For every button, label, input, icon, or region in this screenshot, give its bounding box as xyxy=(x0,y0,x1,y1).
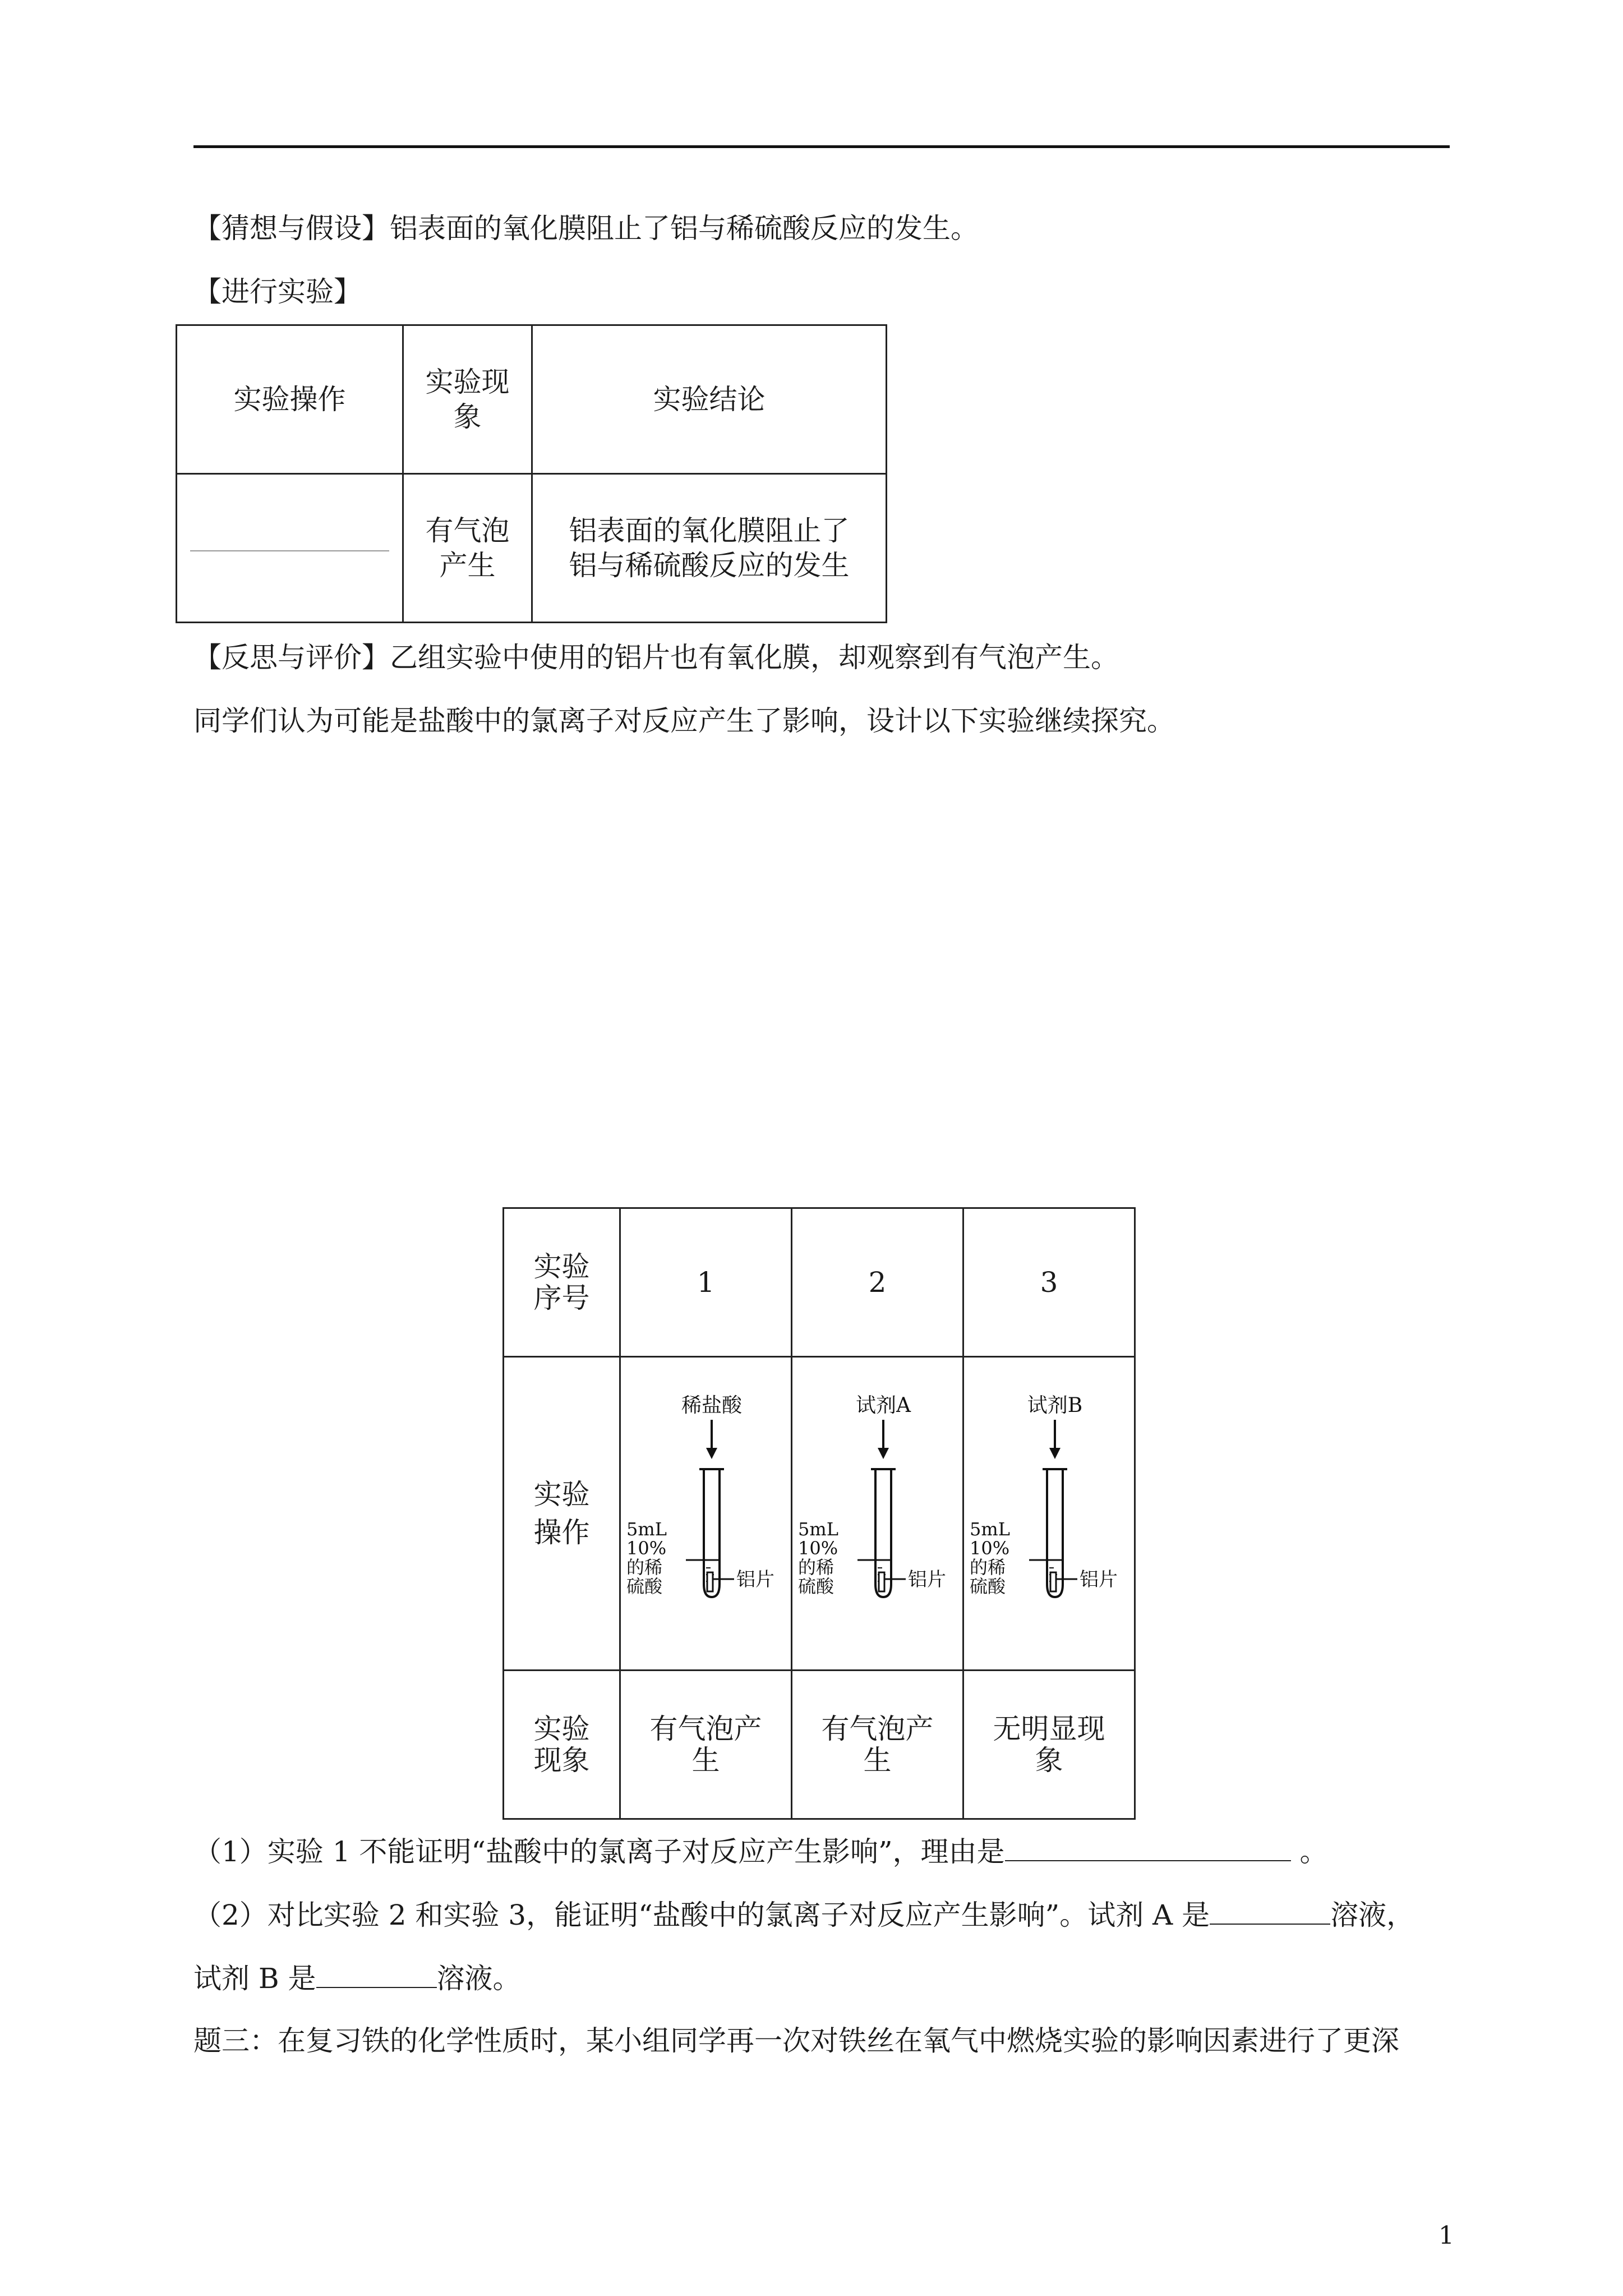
tube-content-label: 5mL xyxy=(626,1518,667,1540)
tube-content-label: 硫酸 xyxy=(626,1575,662,1597)
experiment-comparison-table xyxy=(502,1207,1136,1820)
tube-content-label: 的稀 xyxy=(969,1556,1006,1578)
question-2-text-end: 溶液， xyxy=(1330,1899,1415,1931)
aluminum-strip-icon xyxy=(1050,1572,1056,1591)
phenomenon-1 xyxy=(620,1671,792,1819)
row-label-operation-line2: 操作 xyxy=(533,1516,590,1549)
row-label-operation xyxy=(504,1357,620,1671)
conclusion-line2: 铝与稀硫酸反应的发生 xyxy=(569,549,850,582)
phenomenon-3-line1: 无明显现 xyxy=(993,1713,1105,1745)
question-3: 题三：在复习铁的化学性质时，某小组同学再一次对铁丝在氧气中燃烧实验的影响因素进行了更深 xyxy=(193,2024,1399,2057)
row-label-operation-line1: 实验 xyxy=(533,1478,590,1511)
tube-content-label: 5mL xyxy=(969,1518,1010,1540)
row-label-phenomenon-line1: 实验 xyxy=(533,1713,590,1745)
test-tube-illustration xyxy=(794,1379,962,1626)
reagent-label: 试剂B xyxy=(1027,1393,1082,1417)
hypothesis2-paragraph: 同学们认为可能是盐酸中的氯离子对反应产生了影响，设计以下实验继续探究。 xyxy=(193,705,1175,737)
strip-label: 铝片 xyxy=(907,1568,946,1591)
phenomenon-2 xyxy=(792,1671,963,1819)
conclusion-cell xyxy=(532,474,887,623)
hypothesis-paragraph: 【猜想与假设】铝表面的氧化膜阻止了铝与稀硫酸反应的发生。 xyxy=(193,212,979,245)
phenomenon-cell xyxy=(403,474,532,623)
tube-content-label: 硫酸 xyxy=(969,1575,1006,1597)
phenomenon-line2: 产生 xyxy=(439,549,496,582)
tube-content-label: 硫酸 xyxy=(797,1575,834,1597)
experiment-table xyxy=(176,324,887,623)
experiment-heading: 【进行实验】 xyxy=(193,275,362,308)
phenomenon-2-line2: 生 xyxy=(863,1744,892,1777)
row-label-sequence-line1: 实验 xyxy=(533,1250,590,1283)
header-operation: 实验操作 xyxy=(177,325,403,474)
phenomenon-line1: 有气泡 xyxy=(425,514,510,547)
question-1-text: （1）实验 1 不能证明“盐酸中的氯离子对反应产生影响”，理由是 xyxy=(193,1835,1005,1868)
number-3: 3 xyxy=(963,1208,1135,1357)
arrow-head-icon xyxy=(706,1448,717,1459)
reagent-label: 稀盐酸 xyxy=(681,1393,742,1417)
tube-content-label: 10% xyxy=(969,1537,1009,1559)
operation-cell-1 xyxy=(620,1357,792,1671)
reagent-b-suffix: 溶液。 xyxy=(436,1962,521,1995)
operation-cell-3 xyxy=(963,1357,1135,1671)
reagent-a-blank[interactable] xyxy=(1210,1898,1330,1925)
arrow-head-icon xyxy=(878,1448,889,1459)
aluminum-strip-icon xyxy=(707,1572,713,1591)
tube-content-label: 10% xyxy=(626,1537,666,1559)
test-tube-illustration xyxy=(622,1379,790,1626)
reflection-paragraph: 【反思与评价】乙组实验中使用的铝片也有氧化膜，却观察到有气泡产生。 xyxy=(193,641,1119,674)
aluminum-strip-icon xyxy=(879,1572,884,1591)
arrow-head-icon xyxy=(1049,1448,1061,1459)
operation-cell-2 xyxy=(792,1357,963,1671)
tube-content-label: 的稀 xyxy=(797,1556,834,1578)
row-label-sequence xyxy=(504,1208,620,1357)
operation-blank-cell[interactable] xyxy=(177,474,403,623)
page-number: 1 xyxy=(1438,2221,1454,2250)
phenomenon-1-line2: 生 xyxy=(691,1744,720,1777)
question-2 xyxy=(193,1898,1414,1932)
header-phenomenon xyxy=(403,325,532,474)
question-1-suffix: 。 xyxy=(1290,1835,1328,1868)
phenomenon-3 xyxy=(963,1671,1135,1819)
conclusion-line1: 铝表面的氧化膜阻止了 xyxy=(569,514,850,547)
row-label-phenomenon-line2: 现象 xyxy=(533,1744,590,1777)
header-phenomenon-line1: 实验现 xyxy=(425,366,510,398)
number-1: 1 xyxy=(620,1208,792,1357)
row-label-sequence-line2: 序号 xyxy=(533,1282,590,1314)
question-2-line2 xyxy=(193,1961,521,1995)
number-2: 2 xyxy=(792,1208,963,1357)
answer-blank[interactable] xyxy=(190,550,389,551)
header-phenomenon-line2: 象 xyxy=(453,401,482,433)
question-1 xyxy=(193,1834,1327,1869)
header-conclusion: 实验结论 xyxy=(532,325,887,474)
tube-content-label: 的稀 xyxy=(626,1556,662,1578)
phenomenon-3-line2: 象 xyxy=(1035,1744,1063,1777)
question-1-blank[interactable] xyxy=(1005,1834,1291,1861)
tube-content-label: 5mL xyxy=(797,1518,838,1540)
tube-content-label: 10% xyxy=(797,1537,838,1559)
reagent-b-blank[interactable] xyxy=(316,1961,437,1988)
reagent-b-label: 试剂 B 是 xyxy=(193,1962,316,1995)
test-tube-illustration xyxy=(965,1379,1133,1626)
phenomenon-2-line1: 有气泡产 xyxy=(821,1713,934,1745)
reagent-label: 试剂A xyxy=(855,1393,911,1417)
row-label-phenomenon xyxy=(504,1671,620,1819)
strip-label: 铝片 xyxy=(1079,1568,1118,1591)
header-rule xyxy=(193,145,1450,148)
strip-label: 铝片 xyxy=(736,1568,774,1591)
phenomenon-1-line1: 有气泡产 xyxy=(649,1713,762,1745)
question-2-text: （2）对比实验 2 和实验 3，能证明“盐酸中的氯离子对反应产生影响”。试剂 A 是 xyxy=(193,1899,1210,1931)
